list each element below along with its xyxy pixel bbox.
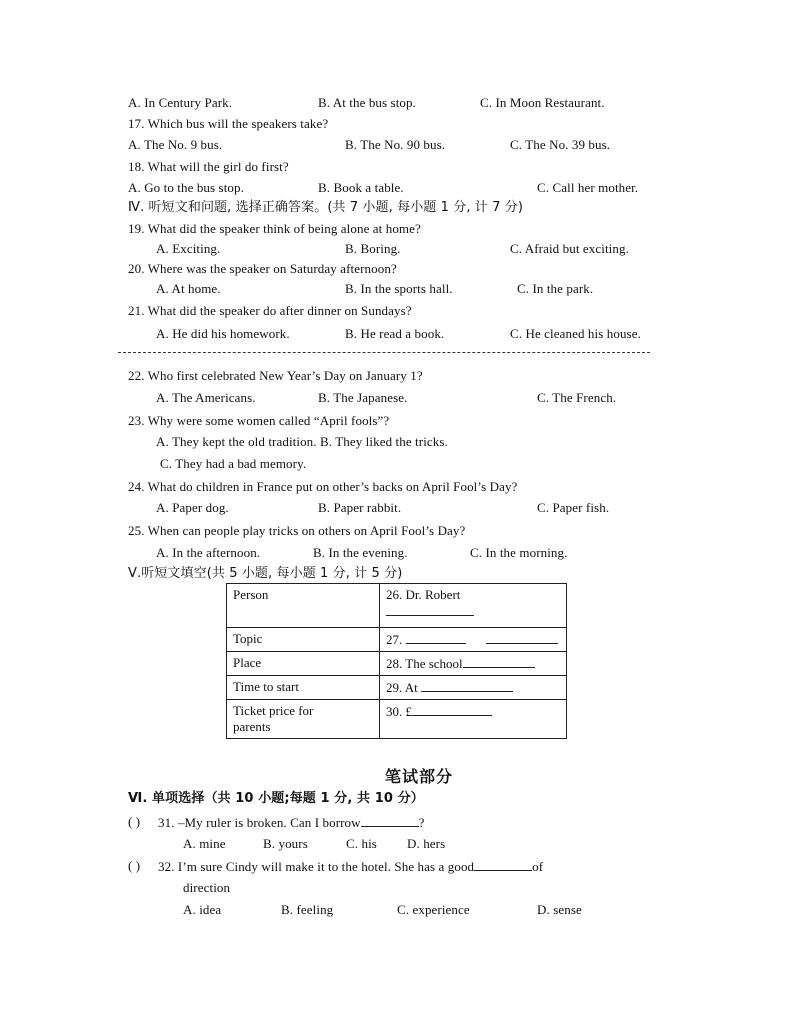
- row-label-ticket: Ticket price for: [233, 703, 314, 718]
- table-row: [227, 700, 567, 739]
- q17-option-a: A. The No. 9 bus.: [128, 137, 223, 152]
- q22-question: 22. Who first celebrated New Year’s Day on January 1?: [128, 368, 423, 383]
- q32-text: 32. I’m sure Cindy will make it to the hotel. She has a good: [158, 859, 475, 874]
- q31-option-d: D. hers: [407, 836, 446, 851]
- row-value-place: 28. The school: [386, 656, 463, 671]
- q24-option-b: B. Paper rabbit.: [318, 500, 402, 515]
- q24-option-c: C. Paper fish.: [537, 500, 610, 515]
- answer-blank-27a[interactable]: [406, 631, 466, 644]
- dashed-divider: [118, 352, 650, 353]
- q16-option-b: B. At the bus stop.: [318, 95, 416, 110]
- table-cell: [227, 676, 380, 700]
- table-cell: [380, 700, 567, 739]
- table-cell: [380, 584, 567, 628]
- table-cell: [380, 676, 567, 700]
- q21-option-a: A. He did his homework.: [156, 326, 290, 341]
- row-value-person: 26. Dr. Robert: [386, 587, 461, 602]
- q20-question: 20. Where was the speaker on Saturday afternoon?: [128, 261, 397, 276]
- q31-answer-paren[interactable]: ( ): [128, 814, 141, 829]
- table-cell: [227, 584, 380, 628]
- table-cell: [227, 652, 380, 676]
- q17-question: 17. Which bus will the speakers take?: [128, 116, 329, 131]
- section-4-heading: Ⅳ. 听短文和问题, 选择正确答案。(共 7 小题, 每小题 1 分, 计 7 分): [128, 200, 524, 215]
- q23-option-c: C. They had a bad memory.: [160, 456, 307, 471]
- q16-option-a: A. In Century Park.: [128, 95, 233, 110]
- q32-answer-paren[interactable]: ( ): [128, 858, 141, 873]
- q25-option-a: A. In the afternoon.: [156, 545, 261, 560]
- answer-blank-29[interactable]: [421, 679, 513, 692]
- q31-option-c: C. his: [346, 836, 377, 851]
- q24-option-a: A. Paper dog.: [156, 500, 229, 515]
- table-cell: [227, 628, 380, 652]
- section-5-heading: Ⅴ.听短文填空(共 5 小题, 每小题 1 分, 计 5 分): [128, 566, 403, 581]
- q25-question: 25. When can people play tricks on others on April Fool’s Day?: [128, 523, 466, 538]
- q32-question: [158, 858, 543, 875]
- q32-question-cont: direction: [183, 880, 231, 895]
- q22-option-b: B. The Japanese.: [318, 390, 408, 405]
- q22-option-c: C. The French.: [537, 390, 617, 405]
- q18-option-b: B. Book a table.: [318, 180, 404, 195]
- q32-blank[interactable]: [474, 858, 532, 871]
- q17-option-c: C. The No. 39 bus.: [510, 137, 611, 152]
- row-label-ticket-cont: parents: [233, 719, 271, 734]
- q31-text: 31. –My ruler is broken. Can I borrow: [158, 815, 361, 830]
- q19-question: 19. What did the speaker think of being alone at home?: [128, 221, 421, 236]
- q18-option-a: A. Go to the bus stop.: [128, 180, 244, 195]
- table-row: [227, 676, 567, 700]
- row-value-topic: 27.: [386, 632, 403, 647]
- q31-end: ?: [418, 815, 425, 830]
- q32-option-b: B. feeling: [281, 902, 334, 917]
- q17-option-b: B. The No. 90 bus.: [345, 137, 446, 152]
- q16-option-c: C. In Moon Restaurant.: [480, 95, 605, 110]
- row-value-time: 29. At: [386, 680, 418, 695]
- q20-option-a: A. At home.: [156, 281, 221, 296]
- row-value-ticket: 30. £: [386, 704, 412, 719]
- q19-option-c: C. Afraid but exciting.: [510, 241, 629, 256]
- fill-in-table: [226, 583, 567, 739]
- q19-option-a: A. Exciting.: [156, 241, 221, 256]
- q23-question: 23. Why were some women called “April fools”?: [128, 413, 390, 428]
- q18-question: 18. What will the girl do first?: [128, 159, 289, 174]
- table-cell: [380, 652, 567, 676]
- table-row: [227, 628, 567, 652]
- q18-option-c: C. Call her mother.: [537, 180, 639, 195]
- q31-question: [158, 814, 425, 831]
- answer-blank-30[interactable]: [412, 703, 492, 716]
- q23-options-ab: A. They kept the old tradition. B. They liked the tricks.: [156, 434, 448, 449]
- q32-option-c: C. experience: [397, 902, 470, 917]
- q31-blank[interactable]: [361, 814, 419, 827]
- section-6-heading: Ⅵ. 单项选择（共 10 小题;每题 1 分, 共 10 分）: [128, 791, 424, 806]
- q32-end: of: [532, 859, 544, 874]
- q20-option-b: B. In the sports hall.: [345, 281, 453, 296]
- q31-option-b: B. yours: [263, 836, 308, 851]
- written-part-title: 笔试部分: [385, 767, 454, 786]
- row-label-topic: Topic: [233, 631, 263, 646]
- q20-option-c: C. In the park.: [517, 281, 594, 296]
- q24-question: 24. What do children in France put on other’s backs on April Fool’s Day?: [128, 479, 518, 494]
- q21-question: 21. What did the speaker do after dinner on Sundays?: [128, 303, 412, 318]
- answer-blank-26[interactable]: [386, 603, 474, 616]
- q32-option-a: A. idea: [183, 902, 222, 917]
- q25-option-b: B. In the evening.: [313, 545, 408, 560]
- q32-option-d: D. sense: [537, 902, 582, 917]
- q25-option-c: C. In the morning.: [470, 545, 568, 560]
- q31-option-a: A. mine: [183, 836, 226, 851]
- table-cell: [380, 628, 567, 652]
- table-row: [227, 584, 567, 628]
- row-label-person: Person: [233, 587, 269, 602]
- answer-blank-28[interactable]: [463, 655, 535, 668]
- q21-option-b: B. He read a book.: [345, 326, 445, 341]
- q19-option-b: B. Boring.: [345, 241, 401, 256]
- row-label-time: Time to start: [233, 679, 299, 694]
- answer-blank-27b[interactable]: [486, 631, 558, 644]
- q21-option-c: C. He cleaned his house.: [510, 326, 641, 341]
- q22-option-a: A. The Americans.: [156, 390, 256, 405]
- table-row: [227, 652, 567, 676]
- table-cell: [227, 700, 380, 739]
- row-label-place: Place: [233, 655, 262, 670]
